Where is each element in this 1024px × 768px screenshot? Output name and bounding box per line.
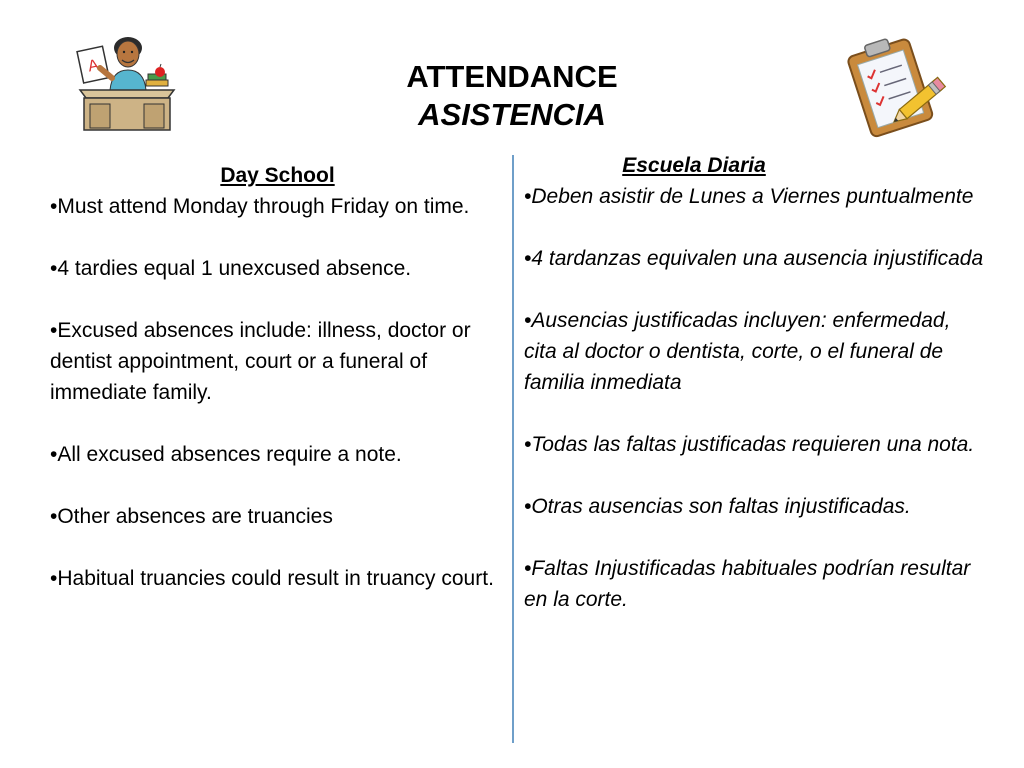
day-school-heading: Day School [220, 164, 335, 187]
list-item: •Todas las faltas justificadas requieren una nota. [524, 433, 975, 456]
column-divider [512, 155, 514, 743]
list-item: •Excused absences include: illness, doctor or dentist appointment, court or a funeral of immediate family. [50, 319, 471, 404]
list-item: •Must attend Monday through Friday on time. [50, 195, 470, 218]
title-spanish: ASISTENCIA [418, 97, 606, 132]
list-item: •Faltas Injustificadas habituales podrían resultar en la corte. [524, 557, 971, 611]
list-item: •4 tardanzas equivalen una ausencia injustificada [524, 247, 984, 270]
page-title [0, 58, 1024, 134]
day-school-column [50, 160, 505, 594]
day-school-list [50, 191, 505, 594]
list-item: •Habitual truancies could result in truancy court. [50, 567, 494, 590]
list-item: •All excused absences require a note. [50, 443, 402, 466]
svg-text:A: A [86, 56, 101, 76]
escuela-diaria-column [524, 150, 984, 615]
escuela-diaria-heading: Escuela Diaria [622, 154, 766, 177]
list-item: •4 tardies equal 1 unexcused absence. [50, 257, 412, 280]
list-item: •Ausencias justificadas incluyen: enfermedad, cita al doctor o dentista, corte, o el funeral de familia inmediata [524, 309, 951, 394]
list-item: •Other absences are truancies [50, 505, 333, 528]
list-item: •Deben asistir de Lunes a Viernes puntualmente [524, 185, 974, 208]
escuela-diaria-list [524, 181, 984, 615]
list-item: •Otras ausencias son faltas injustificadas. [524, 495, 911, 518]
title-english: ATTENDANCE [406, 59, 618, 94]
